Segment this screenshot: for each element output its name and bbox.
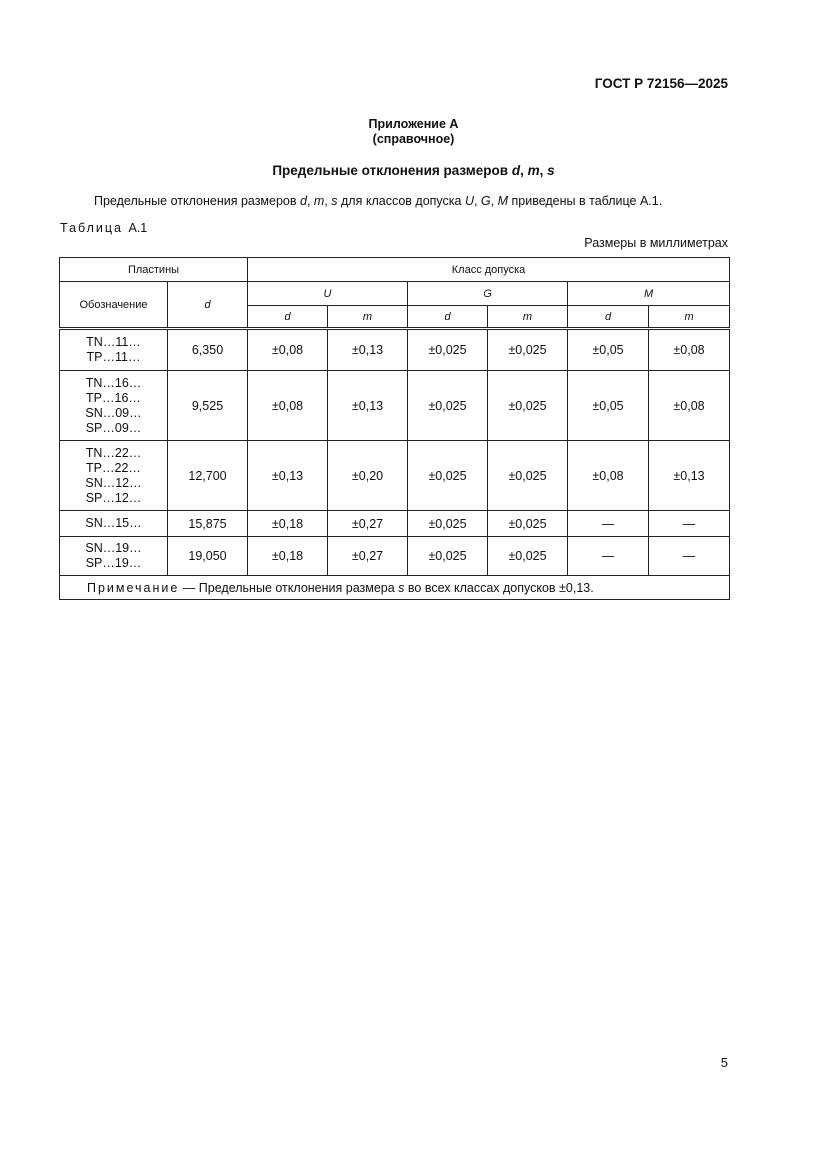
page-number: 5 xyxy=(720,1055,728,1070)
tolerance-cell: ±0,13 xyxy=(328,371,408,441)
designation-code: SP…09… xyxy=(85,420,142,435)
title-sep: , xyxy=(520,163,528,178)
table-row xyxy=(60,441,730,511)
header-class-g: G xyxy=(408,282,568,306)
size-d-cell: 15,875 xyxy=(168,511,248,537)
tolerance-cell: ±0,025 xyxy=(488,371,568,441)
table-row xyxy=(60,511,730,537)
designation-code: SN…15… xyxy=(85,516,142,530)
intro-text: приведены в таблице А.1. xyxy=(508,194,663,208)
tolerance-cell: ±0,025 xyxy=(408,371,488,441)
designation-code: TN…11… xyxy=(86,335,141,349)
tolerance-cell: ±0,13 xyxy=(328,329,408,371)
tolerance-cell: — xyxy=(568,537,649,576)
tolerance-cell: ±0,18 xyxy=(248,511,328,537)
tolerance-cell: ±0,025 xyxy=(408,537,488,576)
table-body xyxy=(60,329,730,600)
title-sep: , xyxy=(539,163,548,178)
standard-number: ГОСТ Р 72156—2025 xyxy=(594,76,728,91)
size-d-cell: 12,700 xyxy=(168,441,248,511)
tolerance-cell: ±0,08 xyxy=(568,441,649,511)
tolerance-cell: ±0,05 xyxy=(568,329,649,371)
title-s: s xyxy=(547,163,555,178)
designation-code: SN…12… xyxy=(85,475,142,490)
header-m-m: m xyxy=(649,306,730,329)
appendix-subtitle: (справочное) xyxy=(372,132,455,146)
table-label xyxy=(60,221,147,235)
size-d-cell: 19,050 xyxy=(168,537,248,576)
tolerance-cell: ±0,025 xyxy=(488,537,568,576)
tolerance-cell: ±0,025 xyxy=(488,441,568,511)
designation-cell xyxy=(60,537,168,576)
page-title xyxy=(0,163,827,178)
size-d-cell: 9,525 xyxy=(168,371,248,441)
tolerance-cell: ±0,05 xyxy=(568,371,649,441)
tolerance-cell: — xyxy=(568,511,649,537)
table-row xyxy=(60,537,730,576)
intro-paragraph xyxy=(94,194,662,208)
intro-sep: , xyxy=(324,194,332,208)
tolerance-cell: ±0,08 xyxy=(248,371,328,441)
intro-sep: , xyxy=(490,194,498,208)
title-text: Предельные отклонения размеров xyxy=(272,163,512,178)
intro-text: для классов допуска xyxy=(337,194,465,208)
units-note: Размеры в миллиметрах xyxy=(584,236,728,250)
title-m: m xyxy=(527,163,540,178)
tolerance-cell: ±0,13 xyxy=(649,441,730,511)
intro-s: s xyxy=(331,194,338,208)
appendix-title: Приложение А xyxy=(368,117,459,131)
designation-cell xyxy=(60,329,168,371)
intro-class-u: U xyxy=(464,194,474,208)
tolerance-cell: — xyxy=(649,511,730,537)
designation-code: TP…22… xyxy=(86,460,141,475)
designation-code: TP…16… xyxy=(86,390,141,405)
designation-code: TP…11… xyxy=(86,350,141,364)
note-s: s xyxy=(398,580,405,595)
tolerance-cell: ±0,27 xyxy=(328,537,408,576)
note-text: во всех классах допусков ±0,13. xyxy=(404,580,594,595)
header-tolerance-class: Класс допуска xyxy=(248,258,730,282)
intro-class-m: M xyxy=(497,194,509,208)
intro-text: Предельные отклонения размеров xyxy=(94,194,300,208)
header-class-u: U xyxy=(248,282,408,306)
header-g-d: d xyxy=(408,306,488,329)
tolerance-cell: ±0,20 xyxy=(328,441,408,511)
tolerance-cell: ±0,27 xyxy=(328,511,408,537)
intro-d: d xyxy=(300,194,307,208)
tolerance-cell: ±0,025 xyxy=(408,441,488,511)
header-g-m: m xyxy=(488,306,568,329)
designation-code: TN…22… xyxy=(85,445,142,460)
designation-code: SP…12… xyxy=(85,490,142,505)
designation-cell xyxy=(60,441,168,511)
designation-code: SN…09… xyxy=(85,405,142,420)
intro-sep: , xyxy=(306,194,314,208)
designation-code: TN…16… xyxy=(85,375,142,390)
designation-code: SN…19… xyxy=(85,541,142,555)
designation-cell xyxy=(60,511,168,537)
title-d: d xyxy=(511,163,521,178)
size-d-cell: 6,350 xyxy=(168,329,248,371)
tolerance-cell: ±0,025 xyxy=(488,329,568,371)
tolerance-cell: ±0,025 xyxy=(488,511,568,537)
header-m-d: d xyxy=(568,306,649,329)
header-designation: Обозначение xyxy=(60,282,168,329)
note-text: — Предельные отклонения размера xyxy=(179,580,399,595)
table-row xyxy=(60,371,730,441)
tolerance-table xyxy=(59,257,730,600)
table-label-word: Таблица xyxy=(60,221,124,235)
tolerance-cell: ±0,025 xyxy=(408,511,488,537)
header-class-m: M xyxy=(568,282,730,306)
header-u-m: m xyxy=(328,306,408,329)
intro-m: m xyxy=(313,194,325,208)
intro-sep: , xyxy=(473,194,481,208)
tolerance-cell: ±0,025 xyxy=(408,329,488,371)
appendix-heading xyxy=(0,117,827,147)
tolerance-cell: ±0,08 xyxy=(248,329,328,371)
tolerance-cell: ±0,18 xyxy=(248,537,328,576)
header-d: d xyxy=(168,282,248,329)
table-note xyxy=(60,576,730,600)
note-label: Примечание xyxy=(87,580,180,595)
table-label-number: А.1 xyxy=(128,221,148,235)
header-plates: Пластины xyxy=(60,258,248,282)
designation-cell xyxy=(60,371,168,441)
header-u-d: d xyxy=(248,306,328,329)
tolerance-cell: ±0,08 xyxy=(649,371,730,441)
tolerance-cell: ±0,13 xyxy=(248,441,328,511)
tolerance-cell: ±0,08 xyxy=(649,329,730,371)
intro-class-g: G xyxy=(480,194,491,208)
tolerance-cell: — xyxy=(649,537,730,576)
table-row xyxy=(60,329,730,371)
designation-code: SP…19… xyxy=(85,556,142,570)
